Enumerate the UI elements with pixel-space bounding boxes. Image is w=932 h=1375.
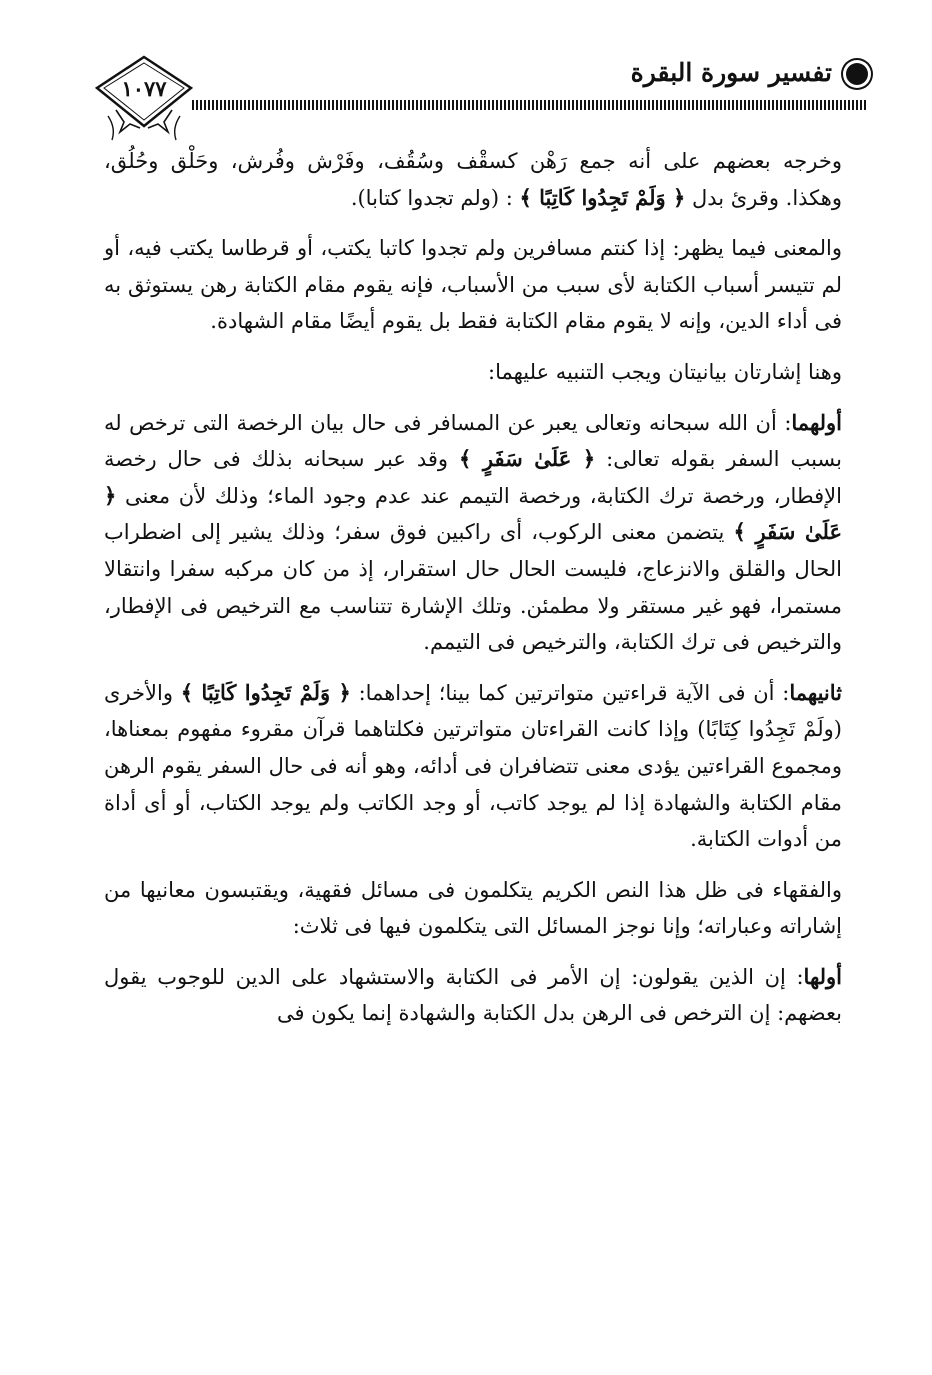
paragraph-2: والمعنى فيما يظهر: إذا كنتم مسافرين ولم تجدوا كاتبا يكتب، أو قرطاسا يكتب فيه، أو لم تتيسر أسباب الكتابة لأى سبب من الأسباب، فإنه يقوم مقام الكتابة رهن يستوثق به فى أداء الدين، وإنه لا يقوم مقام الكتابة فقط بل يقوم أيضًا مقام الشهادة. [104, 236, 842, 334]
paragraph-3: وهنا إشارتان بيانيتان ويجب التنبيه عليهما: [488, 359, 842, 384]
paragraph-4 [104, 405, 842, 661]
quran-quote: ﴿ وَلَمْ تَجِدُوا كَاتِبًا ﴾ [519, 184, 686, 210]
header-rule [192, 100, 866, 110]
text-run: : (ولم تجدوا كتابا). [350, 185, 520, 210]
paragraph-lead: أولهما [791, 409, 842, 435]
page-header [0, 0, 932, 150]
quran-quote: ﴿ عَلَىٰ سَفَرٍ ﴾ [459, 446, 596, 472]
text-run: : أن الله سبحانه وتعالى يعبر عن المسافر فى حال بيان الرخصة التى ترخص له بسبب السفر بقوله تعالى: [104, 410, 842, 472]
quran-quote: ﴿ عَلَىٰ سَفَرٍ ﴾ [104, 482, 843, 545]
paragraph-7 [104, 959, 842, 1032]
paragraph-5 [104, 675, 842, 858]
text-run: : أن فى الآية قراءتين متواترتين كما بينا؛ إحداهما: [350, 680, 790, 705]
paragraph-lead: أولها [803, 963, 842, 989]
quran-quote: ﴿ وَلَمْ تَجِدُوا كَاتِبًا ﴾ [180, 679, 351, 705]
text-run: : إن الذين يقولون: إن الأمر فى الكتابة والاستشهاد على الدين للوجوب يقول بعضهم: إن الترخص فى الرهن بدل الكتابة والشهادة إنما يكون فى [104, 964, 842, 1026]
flower-ornament-icon [846, 63, 868, 85]
text-run: يتضمن معنى الركوب، أى راكبين فوق سفر؛ وذلك يشير إلى اضطراب الحال والقلق والانزعاج، فليست الحال حال استقرار، إذ من كان مركبه سفرا وانتقالا مستمرا، فهو غير مستقر ولا مطمئن. وتلك الإشارة تتناسب مع الترخيص فى الإفطار، والترخيص فى ترك الكتابة، والترخيص فى التيمم. [104, 520, 842, 655]
header-title: تفسير سورة البقرة [630, 58, 832, 87]
text-run: وخرجه بعضهم على أنه جمع رَهْن كسقْف وسُقُف، وفَرْش وفُرش، وحَلْق وحُلُق، وهكذا. وقرئ بدل [104, 149, 842, 210]
text-run: والأخرى (ولَمْ تَجِدُوا كِتَابًا) وإذا كانت القراءتان متواترتين فكلتاهما قرآن مقروء مفهوم بمعناها، ومجموع القراءتين يؤدى معنى تتضافران فى أدائه، وهو أنه فى حال السفر يقوم الرهن مقام الكتابة والشهادة إذا لم يوجد كاتب، أو وجد الكاتب ولم يوجد الكتاب، أو أى أداة من أدوات الكتابة. [104, 680, 842, 852]
page-number: ١٠٧٧ [121, 76, 167, 101]
text-run: وقد عبر سبحانه بذلك فى حال رخصة الإفطار، ورخصة ترك الكتابة، ورخصة التيمم عند عدم وجود الماء؛ وذلك لأن معنى [104, 447, 842, 508]
paragraph-1 [104, 143, 842, 216]
main-text [104, 143, 842, 1032]
paragraph-6: والفقهاء فى ظل هذا النص الكريم يتكلمون فى مسائل فقهية، ويقتبسون معانيها من إشاراته وعباراته؛ وإنا نوجز المسائل التى يتكلمون فيها فى ثلاث: [104, 877, 842, 939]
paragraph-lead: ثانيهما [789, 679, 842, 705]
